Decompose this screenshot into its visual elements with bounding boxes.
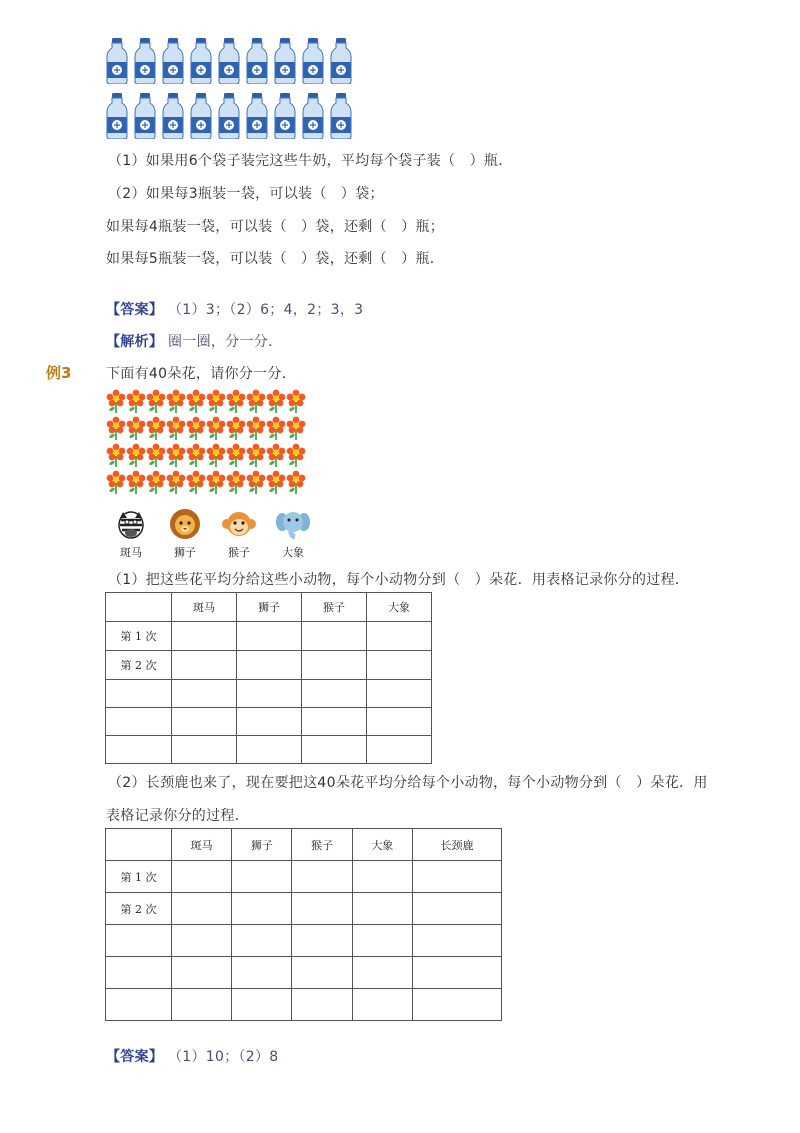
flower-icon [126, 443, 146, 471]
table-header: 猴子 [292, 829, 352, 861]
table-cell[interactable] [352, 893, 412, 925]
animal-lion [160, 508, 210, 560]
flower-icon [146, 416, 166, 444]
row-label [106, 708, 172, 736]
milk-bottle-icon [134, 93, 156, 143]
table-cell [106, 593, 172, 622]
table-cell[interactable] [367, 708, 432, 736]
flower-icon [286, 470, 306, 498]
milk-bottle-icon [106, 38, 128, 88]
row-label [106, 989, 172, 1021]
question-4: 如果每5瓶装一袋，可以装（ ）袋，还剩（ ）瓶． [106, 251, 445, 267]
table-cell[interactable] [172, 893, 232, 925]
record-table-2 [105, 828, 502, 1021]
table-header: 斑马 [172, 593, 237, 622]
answer-tag: 【答案】 [106, 302, 164, 318]
table-cell[interactable] [302, 708, 367, 736]
answer-tag: 【答案】 [106, 1049, 164, 1065]
flower-icon [186, 443, 206, 471]
table-row [106, 861, 502, 893]
table-header-row [106, 593, 432, 622]
bottle-row [106, 93, 352, 143]
animal-monkey [214, 508, 264, 560]
answer-text: （1）3；（2）6；4，2；3，3 [167, 302, 364, 318]
flower-icon [266, 416, 286, 444]
answer-2 [106, 1046, 279, 1066]
table-cell[interactable] [237, 708, 302, 736]
milk-bottle-icon [162, 93, 184, 143]
animal-row [106, 508, 322, 560]
table-cell[interactable] [292, 861, 352, 893]
table-cell[interactable] [412, 957, 501, 989]
flower-icon [166, 443, 186, 471]
row-label: 第 2 次 [106, 651, 172, 680]
analysis-tag: 【解析】 [106, 334, 164, 350]
lion-icon [168, 508, 202, 540]
flower-icon [266, 470, 286, 498]
table-cell[interactable] [412, 989, 501, 1021]
table-cell[interactable] [302, 651, 367, 680]
flower-icon [186, 470, 206, 498]
question-3: 如果每4瓶装一袋，可以装（ ）袋，还剩（ ）瓶； [106, 219, 445, 235]
flower-icon [226, 416, 246, 444]
table-cell[interactable] [172, 925, 232, 957]
table-cell [106, 829, 172, 861]
milk-bottle-icon [302, 38, 324, 88]
table-cell[interactable] [352, 957, 412, 989]
table-row [106, 925, 502, 957]
table-cell[interactable] [367, 736, 432, 764]
flower-row [106, 470, 306, 498]
row-label [106, 680, 172, 708]
question-1: （1）如果用6个袋子装完这些牛奶，平均每个袋子装（ ）瓶． [108, 153, 513, 169]
flower-icon [166, 416, 186, 444]
table-cell[interactable] [237, 651, 302, 680]
table-cell[interactable] [302, 622, 367, 651]
row-label: 第 2 次 [106, 893, 172, 925]
table-cell[interactable] [237, 680, 302, 708]
table-cell[interactable] [172, 622, 237, 651]
table-cell[interactable] [352, 925, 412, 957]
flower-row [106, 416, 306, 444]
animal-label: 大象 [282, 546, 304, 559]
milk-bottle-icon [218, 93, 240, 143]
flower-icon [266, 443, 286, 471]
flower-icon [206, 470, 226, 498]
flower-icon [186, 389, 206, 417]
table-cell[interactable] [237, 736, 302, 764]
flower-row [106, 443, 306, 471]
milk-bottle-icon [330, 93, 352, 143]
answer-text: （1）10；（2）8 [167, 1049, 279, 1065]
flower-icon [226, 470, 246, 498]
table-row [106, 893, 502, 925]
milk-bottle-icon [218, 38, 240, 88]
milk-bottle-icon [190, 38, 212, 88]
table-header: 猴子 [302, 593, 367, 622]
flower-icon [106, 416, 126, 444]
table-cell[interactable] [172, 651, 237, 680]
table-header: 大象 [367, 593, 432, 622]
table-row [106, 736, 432, 764]
flower-icon [246, 443, 266, 471]
analysis-1 [106, 331, 282, 351]
example-question-2-line-1: （2）长颈鹿也来了，现在要把这40朵花平均分给每个小动物，每个小动物分到（ ）朵花．用 [108, 775, 708, 791]
row-label [106, 925, 172, 957]
example-label: 例3 [46, 364, 72, 382]
row-label [106, 736, 172, 764]
flower-icon [206, 389, 226, 417]
flower-icon [286, 389, 306, 417]
question-2: （2）如果每3瓶装一袋，可以装（ ）袋； [108, 186, 384, 202]
table-row [106, 708, 432, 736]
example-question-2-line-2: 表格记录你分的过程． [106, 808, 249, 824]
flower-icon [286, 416, 306, 444]
table-header-row [106, 829, 502, 861]
table-cell[interactable] [367, 680, 432, 708]
table-cell[interactable] [172, 957, 232, 989]
milk-bottle-icon [274, 93, 296, 143]
milk-bottle-icon [106, 93, 128, 143]
milk-bottle-icon [246, 38, 268, 88]
table-cell[interactable] [412, 861, 501, 893]
flower-icon [186, 416, 206, 444]
table-cell[interactable] [352, 989, 412, 1021]
monkey-icon [222, 508, 256, 540]
milk-bottle-icon [330, 38, 352, 88]
row-label [106, 957, 172, 989]
flower-icon [226, 443, 246, 471]
table-cell[interactable] [232, 925, 292, 957]
flower-icon [206, 443, 226, 471]
example-question-1: （1）把这些花平均分给这些小动物，每个小动物分到（ ）朵花．用表格记录你分的过程． [108, 572, 690, 588]
table-header: 大象 [352, 829, 412, 861]
table-row [106, 680, 432, 708]
table-cell[interactable] [367, 651, 432, 680]
flower-icon [106, 470, 126, 498]
flower-icon [166, 470, 186, 498]
flower-icon [146, 470, 166, 498]
milk-bottle-icon [190, 93, 212, 143]
table-header: 斑马 [172, 829, 232, 861]
milk-bottle-icon [274, 38, 296, 88]
table-cell[interactable] [172, 861, 232, 893]
table-cell[interactable] [302, 680, 367, 708]
flower-icon [266, 389, 286, 417]
table-header: 狮子 [237, 593, 302, 622]
table-cell[interactable] [237, 622, 302, 651]
table-cell[interactable] [172, 989, 232, 1021]
flower-icon [226, 389, 246, 417]
animal-label: 猴子 [228, 546, 250, 559]
flower-icon [126, 470, 146, 498]
flower-row [106, 389, 306, 417]
table-cell[interactable] [302, 736, 367, 764]
animal-label: 狮子 [174, 546, 196, 559]
milk-bottle-icon [162, 38, 184, 88]
table-row [106, 989, 502, 1021]
flower-icon [246, 470, 266, 498]
flower-icon [146, 443, 166, 471]
table-cell[interactable] [292, 893, 352, 925]
flower-icon [166, 389, 186, 417]
flower-icon [126, 416, 146, 444]
row-label: 第 1 次 [106, 622, 172, 651]
table-cell[interactable] [232, 957, 292, 989]
table-cell[interactable] [232, 989, 292, 1021]
table-cell[interactable] [172, 708, 237, 736]
flower-icon [146, 389, 166, 417]
animal-label: 斑马 [120, 546, 142, 559]
record-table-1 [105, 592, 432, 764]
row-label: 第 1 次 [106, 861, 172, 893]
table-cell[interactable] [352, 861, 412, 893]
animal-elephant [268, 508, 318, 560]
table-cell[interactable] [292, 925, 352, 957]
analysis-text: 圈一圈，分一分． [167, 334, 283, 350]
milk-bottle-icon [134, 38, 156, 88]
table-cell[interactable] [232, 861, 292, 893]
table-cell[interactable] [367, 622, 432, 651]
milk-bottle-icon [246, 93, 268, 143]
elephant-icon [276, 508, 310, 540]
flower-icon [246, 389, 266, 417]
table-row [106, 957, 502, 989]
table-cell[interactable] [172, 736, 237, 764]
flower-icon [126, 389, 146, 417]
flower-icon [246, 416, 266, 444]
table-cell[interactable] [232, 893, 292, 925]
table-row [106, 622, 432, 651]
flower-icon [286, 443, 306, 471]
answer-1 [106, 299, 363, 319]
table-cell[interactable] [412, 893, 501, 925]
table-header: 长颈鹿 [412, 829, 501, 861]
flower-icon [106, 389, 126, 417]
flower-icon [106, 443, 126, 471]
animal-zebra [106, 508, 156, 560]
table-header: 狮子 [232, 829, 292, 861]
table-cell[interactable] [292, 989, 352, 1021]
zebra-icon [114, 508, 148, 540]
table-cell[interactable] [172, 680, 237, 708]
bottle-row [106, 38, 352, 88]
table-cell[interactable] [292, 957, 352, 989]
table-cell[interactable] [412, 925, 501, 957]
flower-icon [206, 416, 226, 444]
example-intro: 下面有40朵花，请你分一分． [106, 366, 297, 382]
table-row [106, 651, 432, 680]
milk-bottle-icon [302, 93, 324, 143]
